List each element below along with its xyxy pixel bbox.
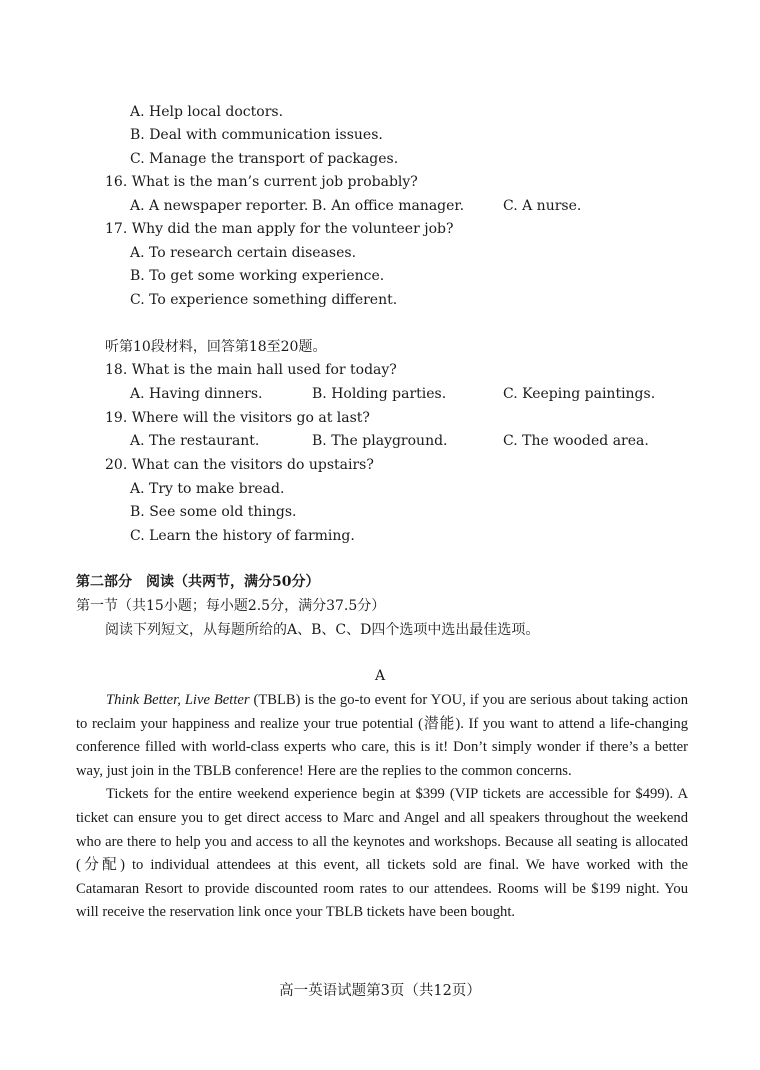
q17-option-b: B. To get some working experience.	[130, 268, 385, 284]
passage-paragraph-2: Tickets for the entire weekend experience begin at $399 (VIP tickets are accessible for $499). A ticket can ensure you to get direct access to Marc and Angel and all speakers throughout the weekend who are there to help you and access to all the keynotes and workshops. Because all seating is allocated (分配) to individual attendees at this event, all tickets sold are final. We have worked with the Catamaran Resort to provide discounted room rates to our attendees. Rooms will be $199 night. You will receive the reservation link once your TBLB tickets have been bought.	[76, 786, 688, 921]
q19-option-c: C. The wooded area.	[503, 433, 649, 449]
q15-option-b: B. Deal with communication issues.	[130, 127, 383, 143]
page-footer: 高一英语试题第3页（共12页）	[279, 983, 481, 999]
q19-stem: 19. Where will the visitors go at last?	[105, 410, 370, 426]
q17-stem: 17. Why did the man apply for the volunteer job?	[105, 221, 454, 237]
passage-body	[76, 689, 688, 925]
q16-option-b: B. An office manager.	[312, 198, 465, 214]
reading-instructions: 阅读下列短文，从每题所给的A、B、C、D四个选项中选出最佳选项。	[105, 622, 540, 638]
q20-option-a: A. Try to make bread.	[130, 481, 285, 497]
q18-stem: 18. What is the main hall used for today?	[105, 362, 397, 378]
paragraph-1-text: (TBLB) is the go-to event for YOU, if you are serious about taking action to reclaim your happiness and realize your true potential (潜能). If you want to attend a life-changing conference filled with world-class experts who care, this is it! Don’t simply wonder if there’s a better way, just join in the TBLB conference! Here are the replies to the common concerns.	[76, 692, 688, 779]
q15-option-c: C. Manage the transport of packages.	[130, 151, 399, 167]
q18-option-b: B. Holding parties.	[312, 386, 447, 402]
q19-option-b: B. The playground.	[312, 433, 448, 449]
passage-letter: A	[374, 668, 386, 684]
q17-option-c: C. To experience something different.	[130, 292, 398, 308]
section10-instruction: 听第10段材料，回答第18至20题。	[105, 339, 327, 355]
q19-option-a: A. The restaurant.	[130, 433, 260, 449]
q15-option-a: A. Help local doctors.	[130, 104, 284, 120]
section1-title: 第一节（共15小题；每小题2.5分，满分37.5分）	[76, 598, 386, 614]
q16-option-a: A. A newspaper reporter.	[130, 198, 309, 214]
passage-paragraph-1	[76, 689, 688, 783]
q18-option-a: A. Having dinners.	[130, 386, 263, 402]
q20-stem: 20. What can the visitors do upstairs?	[105, 457, 374, 473]
q17-option-a: A. To research certain diseases.	[130, 245, 357, 261]
q16-stem: 16. What is the man’s current job probably?	[105, 174, 418, 190]
q18-option-c: C. Keeping paintings.	[503, 386, 656, 402]
event-title: Think Better, Live Better	[106, 692, 250, 708]
q20-option-c: C. Learn the history of farming.	[130, 528, 355, 544]
part2-title: 第二部分 阅读（共两节，满分50分）	[76, 574, 320, 590]
q16-option-c: C. A nurse.	[503, 198, 582, 214]
q20-option-b: B. See some old things.	[130, 504, 297, 520]
